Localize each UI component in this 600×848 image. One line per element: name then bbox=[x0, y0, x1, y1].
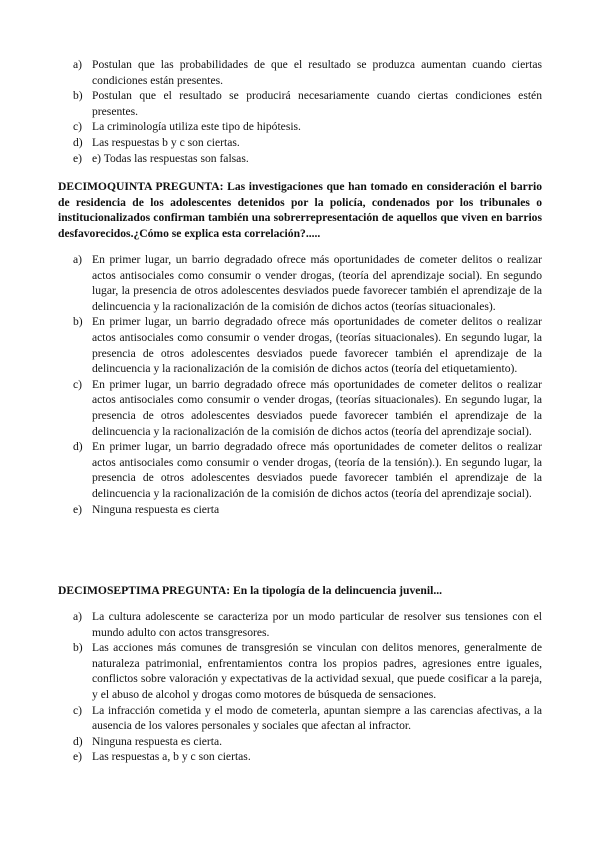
option-letter: e) bbox=[73, 750, 83, 764]
option-text: Las respuestas a, b y c son ciertas. bbox=[92, 750, 251, 764]
option-letter: a) bbox=[73, 253, 83, 266]
section1-options bbox=[58, 57, 542, 166]
option-letter: a) bbox=[73, 610, 83, 623]
option-text: En primer lugar, un barrio degradado ofrece más oportunidades de cometer delitos o realizar actos antisociales como consumir o vender drogas, (teorías situacionales). En segundo lugar, la presencia de otros adolescentes desviados puede favorecer también el aprendizaje de la delincuencia y la racionalización de la comisión de dichos actos (teoría del aprendizaje social). bbox=[92, 377, 542, 438]
question15-title: DECIMOQUINTA PREGUNTA: Las investigaciones que han tomado en consideración el barrio de residencia de los adolescentes detenidos por la policía, condenados por los tribunales o institucionalizados confirman también una sobrerrepresentación de aquellos que viven en barrios desfavorecidos.¿Cómo se explica esta correlación?..... bbox=[58, 180, 542, 240]
option-text: La cultura adolescente se caracteriza por un modo particular de resolver sus tensiones con el mundo adulto con actos transgresores. bbox=[92, 610, 542, 639]
option-text: Postulan que el resultado se producirá necesariamente cuando ciertas condiciones estén presentes. bbox=[92, 89, 542, 118]
option-letter: c) bbox=[73, 703, 83, 717]
question17-options bbox=[58, 609, 542, 765]
option-letter: e) bbox=[73, 502, 83, 516]
option-d bbox=[58, 734, 542, 750]
question15-options bbox=[58, 252, 542, 517]
option-letter: b) bbox=[73, 89, 83, 103]
option-d bbox=[58, 135, 542, 151]
option-list bbox=[58, 57, 542, 166]
option-e bbox=[58, 151, 542, 167]
option-letter: d) bbox=[73, 440, 83, 454]
option-text: Ninguna respuesta es cierta. bbox=[92, 734, 223, 748]
option-text: En primer lugar, un barrio degradado ofrece más oportunidades de cometer delitos o realizar actos antisociales como consumir o vender drogas, (teorías situacionales). En segundo lugar, la presencia de otros adolescentes desviados puede favorecer también el aprendizaje de la delincuencia y la racionalización de la comisión de dichos actos (teoría del etiquetamiento). bbox=[92, 315, 542, 376]
option-text: e) Todas las respuestas son falsas. bbox=[92, 151, 249, 165]
option-letter: d) bbox=[73, 135, 83, 149]
question15 bbox=[58, 179, 542, 241]
option-letter: b) bbox=[73, 641, 83, 655]
option-letter: b) bbox=[73, 315, 83, 329]
option-letter: d) bbox=[73, 734, 83, 748]
option-text: La criminología utiliza este tipo de hipótesis. bbox=[92, 120, 301, 134]
option-letter: c) bbox=[73, 120, 83, 134]
option-b bbox=[58, 314, 542, 376]
option-letter: a) bbox=[73, 58, 83, 71]
option-text: Las respuestas b y c son ciertas. bbox=[92, 135, 240, 149]
option-a bbox=[58, 57, 542, 88]
option-e bbox=[58, 502, 542, 518]
option-text: Ninguna respuesta es cierta bbox=[92, 502, 220, 516]
option-text: Postulan que las probabilidades de que el resultado se produzca aumentan cuando ciertas condiciones están presentes. bbox=[92, 58, 542, 87]
option-list bbox=[58, 252, 542, 517]
option-c bbox=[58, 703, 542, 734]
option-text: En primer lugar, un barrio degradado ofrece más oportunidades de cometer delitos o realizar actos antisociales como consumir o vender drogas, (teoría del aprendizaje social). En segundo lugar, la presencia de otros adolescentes desviados puede favorecer también el aprendizaje de la delincuencia y la racionalización de la comisión de dichos actos (teorías situacionales). bbox=[92, 253, 542, 313]
option-text: Las acciones más comunes de transgresión se vinculan con delitos menores, generalmente de naturaleza patrimonial, enfrentamientos contra los propios padres, agresiones entre iguales, conflictos sobre valoración y expectativas de la actividad sexual, que puede cosificar a la pareja, y el abuso de alcohol y drogas como motores de búsqueda de sensaciones. bbox=[92, 641, 542, 701]
question17 bbox=[58, 583, 542, 599]
option-b bbox=[58, 88, 542, 119]
question17-title: DECIMOSEPTIMA PREGUNTA: En la tipología de la delincuencia juvenil... bbox=[58, 584, 443, 597]
option-c bbox=[58, 119, 542, 135]
option-letter: c) bbox=[73, 377, 83, 391]
option-d bbox=[58, 439, 542, 501]
option-c bbox=[58, 377, 542, 439]
option-b bbox=[58, 640, 542, 702]
option-a bbox=[58, 609, 542, 640]
option-text: En primer lugar, un barrio degradado ofrece más oportunidades de cometer delitos o realizar actos antisociales como consumir o vender drogas, (teoría de la tensión).). En segundo lugar, la presencia de otros adolescentes desviados puede favorecer también el aprendizaje de la delincuencia y la racionalización de la comisión de dichos actos (teoría del aprendizaje social). bbox=[92, 440, 542, 500]
option-e bbox=[58, 749, 542, 765]
option-a bbox=[58, 252, 542, 314]
option-letter: e) bbox=[73, 151, 83, 165]
option-list bbox=[58, 609, 542, 765]
option-text: La infracción cometida y el modo de cometerla, apuntan siempre a las carencias afectivas, a la ausencia de los valores personales y sociales que afectan al infractor. bbox=[92, 703, 542, 733]
